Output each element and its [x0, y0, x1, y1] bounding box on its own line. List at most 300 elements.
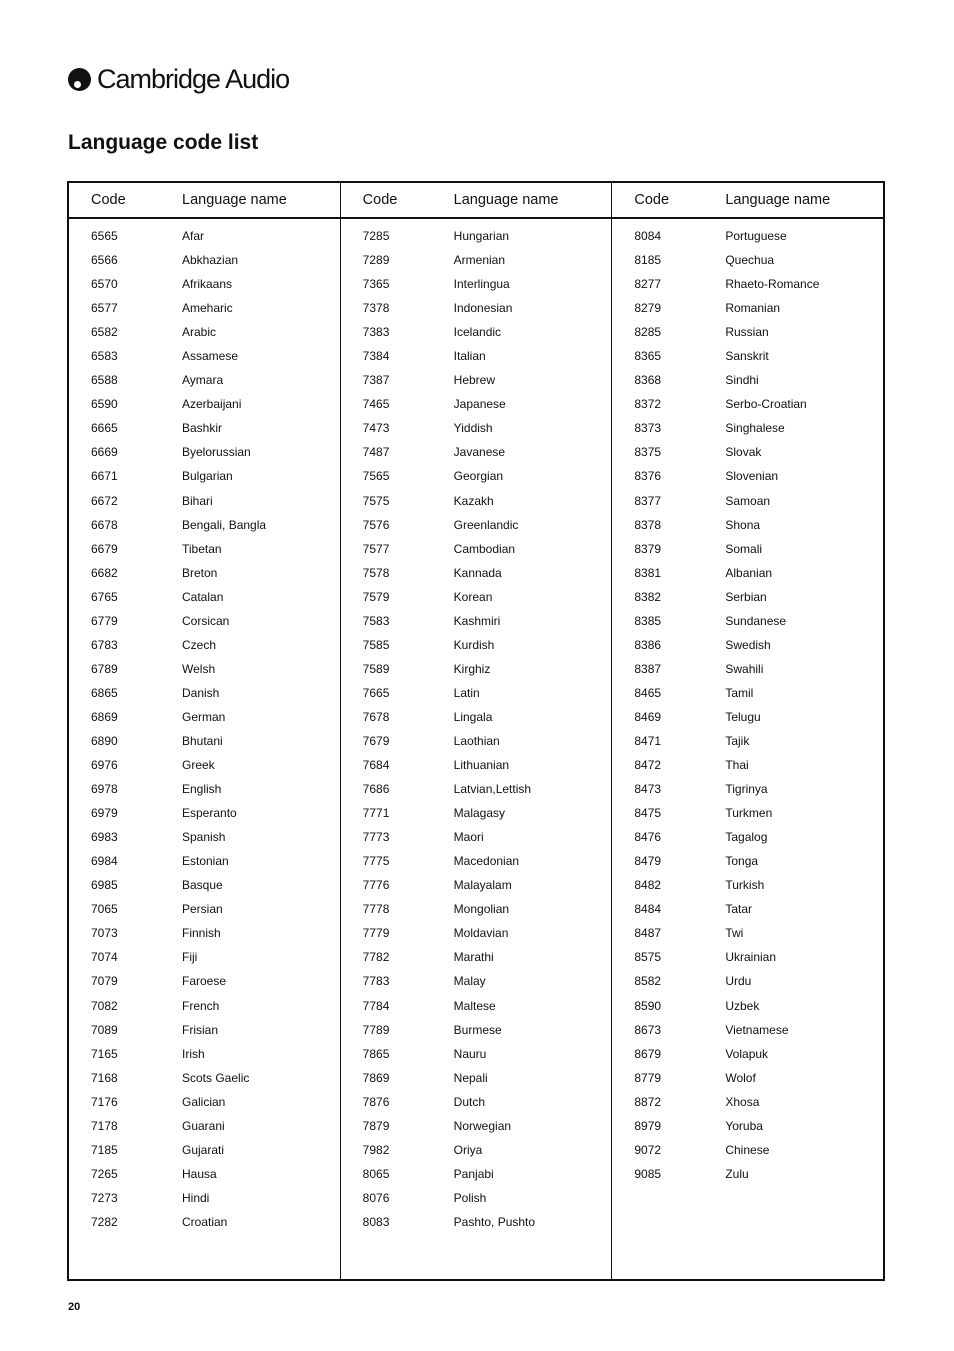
language-code: 7678 — [362, 709, 390, 724]
table-row — [341, 1090, 612, 1114]
brand-logo — [68, 64, 289, 95]
language-name: Kazakh — [453, 493, 494, 508]
language-code: 7082 — [91, 998, 118, 1013]
table-row — [341, 849, 612, 873]
language-code: 8377 — [634, 493, 662, 508]
language-name: Hungarian — [453, 229, 510, 244]
table-column — [69, 183, 341, 1279]
language-code: 9072 — [634, 1142, 662, 1157]
page-title: Language code list — [68, 131, 259, 154]
table-row — [612, 392, 883, 416]
table-row — [69, 296, 340, 320]
table-row — [341, 1186, 612, 1210]
language-code: 8487 — [634, 926, 662, 941]
table-row — [69, 1066, 340, 1090]
table-row — [612, 320, 883, 344]
table-row — [69, 561, 340, 585]
language-code: 8872 — [634, 1094, 662, 1109]
language-code: 6779 — [91, 613, 118, 628]
language-name: Scots Gaelic — [182, 1070, 250, 1085]
table-row — [69, 272, 340, 296]
language-code: 8381 — [634, 565, 662, 580]
code-header: Code — [634, 192, 670, 208]
table-row — [341, 633, 612, 657]
language-code: 8065 — [362, 1166, 390, 1181]
language-code: 7487 — [362, 445, 390, 460]
language-name: Lithuanian — [453, 758, 510, 773]
language-name: Polish — [453, 1190, 487, 1205]
language-code: 7879 — [362, 1118, 390, 1133]
table-row — [612, 513, 883, 537]
table-row — [69, 849, 340, 873]
table-row — [612, 368, 883, 392]
page-number: 20 — [68, 1301, 81, 1313]
language-name: Kurdish — [453, 637, 495, 652]
language-code: 7771 — [362, 806, 390, 821]
table-row — [612, 777, 883, 801]
language-code: 6765 — [91, 589, 118, 604]
language-name: Bengali, Bangla — [182, 517, 267, 532]
table-row — [612, 705, 883, 729]
language-code: 8590 — [634, 998, 662, 1013]
table-row — [341, 681, 612, 705]
language-code: 7074 — [91, 950, 118, 965]
table-row — [341, 897, 612, 921]
language-code: 6665 — [91, 421, 118, 436]
language-code: 6679 — [91, 541, 118, 556]
language-name: Croatian — [182, 1214, 228, 1229]
language-name: Telugu — [725, 709, 761, 724]
language-code: 6582 — [91, 325, 118, 340]
language-name: Serbo-Croatian — [725, 397, 807, 412]
language-name: Persian — [182, 902, 223, 917]
table-row — [341, 224, 612, 248]
language-name: Chinese — [725, 1142, 770, 1157]
language-name: Azerbaijani — [182, 397, 242, 412]
table-row — [69, 344, 340, 368]
table-column — [341, 183, 613, 1279]
language-name: Nauru — [453, 1046, 487, 1061]
language-name: Ameharic — [182, 301, 233, 316]
language-name: Icelandic — [453, 325, 502, 340]
language-name: English — [182, 782, 222, 797]
table-row — [69, 1090, 340, 1114]
language-code: 7465 — [362, 397, 390, 412]
language-code: 7782 — [362, 950, 390, 965]
language-code: 6682 — [91, 565, 118, 580]
language-name: Armenian — [453, 253, 506, 268]
language-code: 7165 — [91, 1046, 118, 1061]
table-row — [612, 1018, 883, 1042]
language-name: Italian — [453, 349, 486, 364]
language-name: Japanese — [453, 397, 506, 412]
table-row — [69, 1042, 340, 1066]
language-name: Rhaeto-Romance — [725, 277, 820, 292]
language-code: 6789 — [91, 661, 118, 676]
table-row — [612, 897, 883, 921]
brand-name: Cambridge Audio — [97, 64, 290, 94]
table-row — [341, 392, 612, 416]
table-row — [612, 969, 883, 993]
language-name: Assamese — [182, 349, 239, 364]
language-name: German — [182, 709, 226, 724]
table-row — [69, 609, 340, 633]
language-code: 8473 — [634, 782, 662, 797]
table-row — [612, 489, 883, 513]
language-code: 6678 — [91, 517, 118, 532]
language-code: 9085 — [634, 1166, 662, 1181]
language-name: Sanskrit — [725, 349, 769, 364]
language-code: 7686 — [362, 782, 390, 797]
table-row — [69, 248, 340, 272]
language-code: 8372 — [634, 397, 662, 412]
table-row — [612, 849, 883, 873]
table-row — [612, 272, 883, 296]
language-name: Tatar — [725, 902, 753, 917]
table-row — [341, 585, 612, 609]
table-row — [612, 1114, 883, 1138]
language-name: Zulu — [725, 1166, 749, 1181]
table-row — [69, 1018, 340, 1042]
language-name: Slovenian — [725, 469, 779, 484]
table-row — [341, 1042, 612, 1066]
table-row — [612, 729, 883, 753]
table-row — [341, 921, 612, 945]
language-name: Corsican — [182, 613, 230, 628]
language-name: Turkmen — [725, 806, 773, 821]
language-code: 7775 — [362, 854, 390, 869]
table-row — [612, 416, 883, 440]
table-row — [69, 489, 340, 513]
language-name: Byelorussian — [182, 445, 251, 460]
language-code: 6669 — [91, 445, 118, 460]
language-code: 7679 — [362, 734, 390, 748]
language-name: Urdu — [725, 974, 752, 989]
language-code: 8083 — [362, 1214, 390, 1229]
language-name: Bulgarian — [182, 469, 233, 484]
language-name: Tajik — [725, 734, 750, 748]
table-row — [341, 296, 612, 320]
table-row — [341, 1138, 612, 1162]
language-code: 7168 — [91, 1070, 118, 1085]
language-code: 8679 — [634, 1046, 662, 1061]
language-name: Bihari — [182, 493, 213, 508]
language-name: Abkhazian — [182, 253, 239, 268]
language-name: Malay — [453, 974, 486, 989]
table-row — [341, 1066, 612, 1090]
language-code: 6583 — [91, 349, 118, 364]
language-code: 7565 — [362, 469, 390, 484]
table-row — [69, 921, 340, 945]
table-row — [341, 513, 612, 537]
language-name: Galician — [182, 1094, 226, 1109]
language-code: 8582 — [634, 974, 662, 989]
language-name: Hindi — [182, 1190, 210, 1205]
language-name: Catalan — [182, 589, 224, 604]
table-row — [69, 657, 340, 681]
language-name: Fiji — [182, 950, 198, 965]
language-name: Arabic — [182, 325, 217, 340]
table-row — [341, 272, 612, 296]
table-row — [341, 464, 612, 488]
language-name: Maori — [453, 830, 484, 845]
language-code: 8475 — [634, 806, 662, 821]
table-row — [69, 585, 340, 609]
table-row — [612, 1162, 883, 1186]
table-row — [69, 368, 340, 392]
language-code: 6672 — [91, 493, 118, 508]
language-code: 6869 — [91, 709, 118, 724]
language-code: 8385 — [634, 613, 662, 628]
language-name: Panjabi — [453, 1166, 494, 1181]
language-name: Swahili — [725, 661, 764, 676]
language-code: 7579 — [362, 589, 390, 604]
language-name: Tibetan — [182, 541, 222, 556]
table-row — [341, 1162, 612, 1186]
language-name: Welsh — [182, 661, 216, 676]
language-code: 8465 — [634, 685, 662, 700]
table-row — [612, 921, 883, 945]
table-row — [612, 464, 883, 488]
language-code: 7378 — [362, 301, 390, 316]
language-name: Shona — [725, 517, 761, 532]
language-name: Lingala — [453, 709, 493, 724]
language-code: 6983 — [91, 830, 118, 845]
language-name: Esperanto — [182, 806, 237, 821]
table-row — [612, 873, 883, 897]
table-row — [612, 1042, 883, 1066]
language-code: 6976 — [91, 758, 118, 773]
language-name: Yoruba — [725, 1118, 763, 1133]
language-code: 7365 — [362, 277, 390, 292]
language-name: Sundanese — [725, 613, 787, 628]
logo-mark-icon — [68, 68, 91, 91]
language-code: 7089 — [91, 1022, 118, 1037]
language-name: Latin — [453, 685, 480, 700]
table-row — [69, 320, 340, 344]
table-row — [612, 537, 883, 561]
language-name: French — [182, 998, 220, 1013]
table-row — [612, 248, 883, 272]
table-row — [69, 537, 340, 561]
language-code: 6671 — [91, 469, 118, 484]
language-code: 8378 — [634, 517, 662, 532]
language-code: 8472 — [634, 758, 662, 773]
language-name: Marathi — [453, 950, 494, 965]
language-code: 7869 — [362, 1070, 390, 1085]
code-header: Code — [91, 192, 126, 208]
language-code: 6783 — [91, 637, 118, 652]
language-code: 7473 — [362, 421, 390, 436]
language-name: Moldavian — [453, 926, 509, 941]
language-code: 7585 — [362, 637, 390, 652]
language-header: Language name — [725, 192, 831, 208]
language-code: 8277 — [634, 277, 662, 292]
language-name: Romanian — [725, 301, 781, 316]
table-row — [69, 1186, 340, 1210]
language-name: Burmese — [453, 1022, 502, 1037]
table-row — [612, 1090, 883, 1114]
table-row — [69, 224, 340, 248]
table-row — [341, 777, 612, 801]
language-name: Macedonian — [453, 854, 520, 869]
language-name: Aymara — [182, 373, 224, 388]
language-code: 6577 — [91, 301, 118, 316]
table-row — [341, 248, 612, 272]
language-code: 7273 — [91, 1190, 118, 1205]
column-rows — [612, 219, 883, 1186]
table-row — [69, 1138, 340, 1162]
language-name: Cambodian — [453, 541, 516, 556]
table-row — [341, 320, 612, 344]
language-code: 7783 — [362, 974, 390, 989]
table-row — [612, 1138, 883, 1162]
table-row — [612, 609, 883, 633]
table-row — [69, 777, 340, 801]
language-name: Pashto, Pushto — [453, 1214, 536, 1229]
language-name: Korean — [453, 589, 493, 604]
language-name: Sindhi — [725, 373, 759, 388]
table-row — [69, 825, 340, 849]
language-name: Tagalog — [725, 830, 768, 845]
language-name: Mongolian — [453, 902, 510, 917]
table-row — [341, 440, 612, 464]
table-row — [341, 368, 612, 392]
table-row — [341, 705, 612, 729]
language-name: Kannada — [453, 565, 502, 580]
language-name: Guarani — [182, 1118, 225, 1133]
table-row — [69, 681, 340, 705]
table-row — [612, 753, 883, 777]
column-header — [341, 183, 612, 219]
language-code: 8379 — [634, 541, 662, 556]
language-name: Maltese — [453, 998, 496, 1013]
language-name: Yiddish — [453, 421, 493, 436]
language-code: 7789 — [362, 1022, 390, 1037]
language-code: 8386 — [634, 637, 662, 652]
table-row — [341, 1114, 612, 1138]
table-row — [341, 994, 612, 1018]
table-row — [69, 1162, 340, 1186]
language-code: 7876 — [362, 1094, 390, 1109]
language-header: Language name — [453, 192, 559, 208]
language-name: Norwegian — [453, 1118, 512, 1133]
language-name: Swedish — [725, 637, 771, 652]
table-row — [341, 416, 612, 440]
language-code: 6978 — [91, 782, 118, 797]
language-code: 7265 — [91, 1166, 118, 1181]
table-row — [341, 729, 612, 753]
language-code: 6588 — [91, 373, 118, 388]
table-row — [341, 344, 612, 368]
language-name: Slovak — [725, 445, 762, 460]
language-name: Singhalese — [725, 421, 785, 436]
language-name: Irish — [182, 1046, 205, 1061]
language-code: 6565 — [91, 229, 118, 244]
language-code: 8484 — [634, 902, 662, 917]
language-code: 7578 — [362, 565, 390, 580]
language-code: 8285 — [634, 325, 662, 340]
language-code: 8469 — [634, 709, 662, 724]
language-name: Georgian — [453, 469, 504, 484]
language-name: Somali — [725, 541, 763, 556]
table-row — [69, 464, 340, 488]
language-code: 8373 — [634, 421, 662, 436]
language-name: Afar — [182, 229, 205, 244]
language-name: Vietnamese — [725, 1022, 789, 1037]
table-row — [341, 561, 612, 585]
language-code: 7684 — [362, 758, 390, 773]
table-row — [69, 945, 340, 969]
language-code: 7779 — [362, 926, 390, 941]
table-row — [341, 945, 612, 969]
language-name: Albanian — [725, 565, 773, 580]
language-code: 8979 — [634, 1118, 662, 1133]
language-header: Language name — [182, 192, 287, 208]
language-name: Frisian — [182, 1022, 219, 1037]
language-name: Oriya — [453, 1142, 483, 1157]
language-name: Javanese — [453, 445, 506, 460]
language-code: 7576 — [362, 517, 390, 532]
language-code: 6890 — [91, 734, 118, 748]
language-name: Kirghiz — [453, 661, 491, 676]
language-code: 7079 — [91, 974, 118, 989]
table-row — [69, 416, 340, 440]
table-row — [612, 657, 883, 681]
language-code: 7065 — [91, 902, 118, 917]
language-code: 8376 — [634, 469, 662, 484]
language-name: Thai — [725, 758, 749, 773]
table-row — [612, 681, 883, 705]
language-name: Indonesian — [453, 301, 513, 316]
table-row — [341, 1018, 612, 1042]
language-code: 7583 — [362, 613, 390, 628]
language-name: Czech — [182, 637, 217, 652]
language-code: 6985 — [91, 878, 118, 893]
table-row — [612, 1066, 883, 1090]
table-row — [69, 1210, 340, 1234]
language-code: 6566 — [91, 253, 118, 268]
table-row — [612, 561, 883, 585]
language-code: 8279 — [634, 301, 662, 316]
language-name: Hausa — [182, 1166, 217, 1181]
table-row — [341, 801, 612, 825]
language-code: 8479 — [634, 854, 662, 869]
language-name: Breton — [182, 565, 218, 580]
column-header — [612, 183, 883, 219]
table-row — [69, 753, 340, 777]
language-name: Laothian — [453, 734, 500, 748]
language-name: Serbian — [725, 589, 767, 604]
language-code: 7575 — [362, 493, 390, 508]
language-code: 7776 — [362, 878, 390, 893]
table-row — [612, 945, 883, 969]
language-code: 8779 — [634, 1070, 662, 1085]
table-row — [69, 994, 340, 1018]
table-column — [612, 183, 883, 1279]
language-code: 7589 — [362, 661, 390, 676]
table-row — [69, 1114, 340, 1138]
language-code: 7577 — [362, 541, 390, 556]
column-header — [69, 183, 340, 219]
language-name: Greek — [182, 758, 215, 773]
language-code: 8375 — [634, 445, 662, 460]
language-name: Portuguese — [725, 229, 787, 244]
language-code: 7778 — [362, 902, 390, 917]
language-code: 7383 — [362, 325, 390, 340]
language-code: 7384 — [362, 349, 390, 364]
table-row — [341, 825, 612, 849]
